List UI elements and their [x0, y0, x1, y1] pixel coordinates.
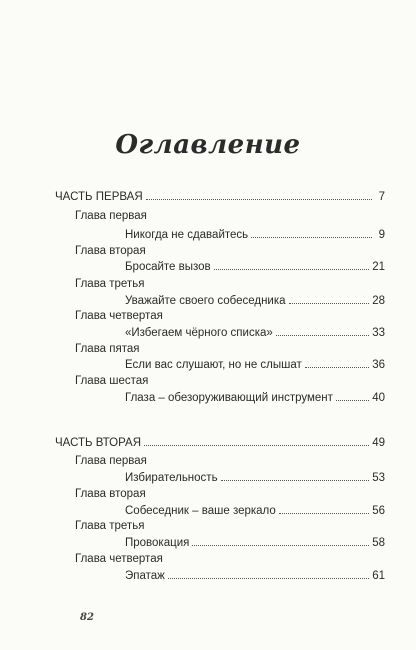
chapter-label: Глава третья: [75, 520, 145, 532]
chapter-label: Глава первая: [75, 455, 147, 467]
part-one-page: 7: [378, 191, 385, 203]
leader-dots: [289, 292, 370, 304]
chapter-entry: [125, 502, 385, 518]
chapter-label: Глава четвертая: [75, 310, 163, 322]
chapter-label: Глава первая: [75, 210, 147, 222]
leader-dots: [279, 502, 369, 514]
chapter-entry: [125, 567, 385, 583]
chapter-title: Никогда не сдавайтесь: [125, 229, 249, 241]
leader-dots: [251, 226, 372, 238]
chapter-entry: [125, 324, 385, 340]
chapter-title: Бросайте вызов: [125, 261, 211, 273]
chapter-title: Провокация: [125, 537, 190, 549]
chapter-title: Уважайте своего собеседника: [125, 295, 286, 307]
part-two-page: 49: [372, 437, 385, 449]
leader-dots: [336, 389, 369, 401]
part-two-label: ЧАСТЬ ВТОРАЯ: [55, 437, 142, 449]
chapter-entry: [125, 469, 385, 485]
chapter-label: Глава третья: [75, 278, 145, 290]
chapter-entry: [125, 226, 385, 242]
leader-dots: [305, 356, 369, 368]
part-one-entry: [55, 188, 385, 204]
chapter-entry: [125, 258, 385, 274]
chapter-page: 40: [372, 392, 385, 404]
chapter-entry: [125, 389, 385, 405]
leader-dots: [276, 324, 369, 336]
chapter-page: 36: [372, 359, 385, 371]
chapter-page: 58: [372, 537, 385, 549]
leader-dots: [168, 567, 369, 579]
chapter-page: 33: [372, 327, 385, 339]
page-number: 82: [80, 612, 94, 623]
page-title: Оглавление: [115, 130, 301, 160]
chapter-title: Эпатаж: [125, 570, 165, 582]
leader-dots: [146, 188, 372, 200]
part-two-entry: [55, 434, 385, 450]
chapter-page: 61: [372, 570, 385, 582]
chapter-title: Глаза – обезоруживающий инструмент: [125, 392, 333, 404]
leader-dots: [144, 434, 369, 446]
chapter-entry: [125, 534, 385, 550]
chapter-title: Избирательность: [125, 472, 218, 484]
chapter-page: 28: [372, 295, 385, 307]
chapter-title: Если вас слушают, но не слышат: [125, 359, 302, 371]
chapter-label: Глава вторая: [75, 245, 146, 257]
chapter-page: 53: [372, 472, 385, 484]
chapter-title: Собеседник – ваше зеркало: [125, 505, 276, 517]
leader-dots: [221, 469, 370, 481]
part-one-label: ЧАСТЬ ПЕРВАЯ: [55, 191, 143, 203]
chapter-label: Глава шестая: [75, 375, 149, 387]
chapter-title: «Избегаем чёрного списка»: [125, 327, 273, 339]
chapter-label: Глава вторая: [75, 488, 146, 500]
chapter-entry: [125, 292, 385, 308]
leader-dots: [192, 534, 369, 546]
chapter-label: Глава пятая: [75, 343, 140, 355]
chapter-label: Глава четвертая: [75, 553, 163, 565]
chapter-page: 21: [372, 261, 385, 273]
chapter-page: 56: [372, 505, 385, 517]
chapter-page: 9: [378, 229, 385, 241]
leader-dots: [214, 258, 370, 270]
chapter-entry: [125, 356, 385, 372]
